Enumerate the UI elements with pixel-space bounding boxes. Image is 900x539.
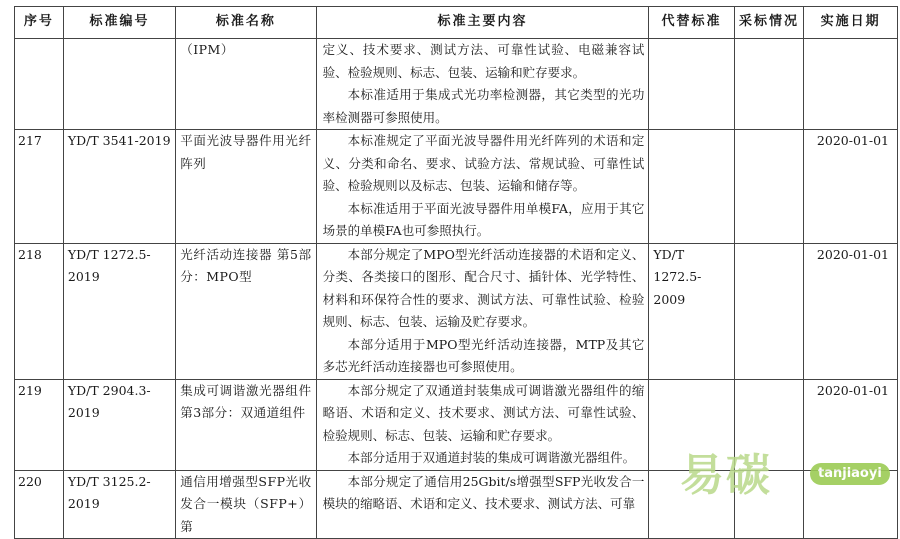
- cell-content: [316, 130, 649, 244]
- cell-content: [316, 243, 649, 379]
- header-replace: 代替标准: [649, 7, 734, 39]
- cell-date: 2020-01-01: [804, 243, 898, 379]
- cell-content: [316, 379, 649, 470]
- content-paragraph: 定义、技术要求、测试方法、可靠性试验、电磁兼容试验、检验规则、标志、包装、运输和贮存要求。: [322, 42, 645, 80]
- cell-adopt: [734, 39, 804, 130]
- cell-replace: [649, 470, 734, 539]
- cell-code: YD/T 3541-2019: [63, 130, 175, 244]
- content-paragraph: 本标准适用于平面光波导器件用单模FA，应用于其它场景的单模FA也可参照执行。: [322, 200, 645, 238]
- header-content: 标准主要内容: [316, 7, 649, 39]
- table-row: [15, 243, 898, 379]
- cell-no: 220: [15, 470, 64, 539]
- cell-adopt: [734, 130, 804, 244]
- cell-adopt: [734, 379, 804, 470]
- cell-code: YD/T 2904.3-2019: [63, 379, 175, 470]
- cell-name: 平面光波导器件用光纤阵列: [176, 130, 316, 244]
- cell-no: 219: [15, 379, 64, 470]
- cell-content: [316, 470, 649, 539]
- cell-code: YD/T 1272.5-2019: [63, 243, 175, 379]
- cell-content: [316, 39, 649, 130]
- cell-date: 2020-01-01: [804, 379, 898, 470]
- table-row: [15, 470, 898, 539]
- content-paragraph: 本部分规定了MPO型光纤活动连接器的术语和定义、分类、各类接口的图形、配合尺寸、插针体、光学特性、材料和环保符合性的要求、测试方法、可靠性试验、检验规则、标志、包装、运输及贮存要求。: [322, 246, 645, 329]
- table-row: [15, 39, 898, 130]
- content-paragraph: 本标准规定了平面光波导器件用光纤阵列的术语和定义、分类和命名、要求、试验方法、常规试验、可靠性试验、检验规则以及标志、包装、运输和储存等。: [322, 133, 645, 193]
- cell-replace: [649, 130, 734, 244]
- cell-date: 2020-01-01: [804, 130, 898, 244]
- cell-name: 通信用增强型SFP光收发合一模块（SFP+） 第: [176, 470, 316, 539]
- cell-adopt: [734, 243, 804, 379]
- cell-no: [15, 39, 64, 130]
- cell-name: （IPM）: [176, 39, 316, 130]
- watermark-text: 易碳: [680, 450, 772, 501]
- standards-table: [14, 6, 898, 539]
- table-header-row: [15, 7, 898, 39]
- cell-code: [63, 39, 175, 130]
- cell-code: YD/T 3125.2-2019: [63, 470, 175, 539]
- content-paragraph: 本部分规定了双通道封装集成可调谐激光器组件的缩略语、术语和定义、技术要求、测试方法、可靠性试验、检验规则、标志、包装、运输和贮存要求。: [322, 382, 645, 443]
- content-paragraph: 本标准适用于集成式光功率检测器，其它类型的光功率检测器可参照使用。: [322, 87, 645, 125]
- header-date: 实施日期: [804, 7, 898, 39]
- header-code: 标准编号: [63, 7, 175, 39]
- header-name: 标准名称: [176, 7, 316, 39]
- cell-name: 光纤活动连接器 第5部分：MPO型: [176, 243, 316, 379]
- content-paragraph: 本部分适用于双通道封装的集成可调谐激光器组件。: [347, 450, 636, 465]
- content-paragraph: 本部分适用于MPO型光纤活动连接器，MTP及其它多芯光纤活动连接器也可参照使用。: [322, 336, 645, 374]
- table-row: [15, 130, 898, 244]
- cell-replace: [649, 39, 734, 130]
- cell-no: 217: [15, 130, 64, 244]
- content-paragraph: 本部分规定了通信用25Gbit/s增强型SFP光收发合一模块的缩略语、术语和定义、技术要求、测试方法、可靠: [322, 473, 645, 511]
- cell-replace: [649, 379, 734, 470]
- cell-date: [804, 470, 898, 539]
- table-row: [15, 379, 898, 470]
- watermark-badge: tanjiaoyi: [810, 463, 890, 485]
- cell-name: 集成可调谐激光器组件 第3部分：双通道组件: [176, 379, 316, 470]
- header-no: 序号: [15, 7, 64, 39]
- cell-replace: YD/T 1272.5-2009: [649, 243, 734, 379]
- cell-date: [804, 39, 898, 130]
- cell-no: 218: [15, 243, 64, 379]
- header-adopt: 采标情况: [734, 7, 804, 39]
- cell-adopt: [734, 470, 804, 539]
